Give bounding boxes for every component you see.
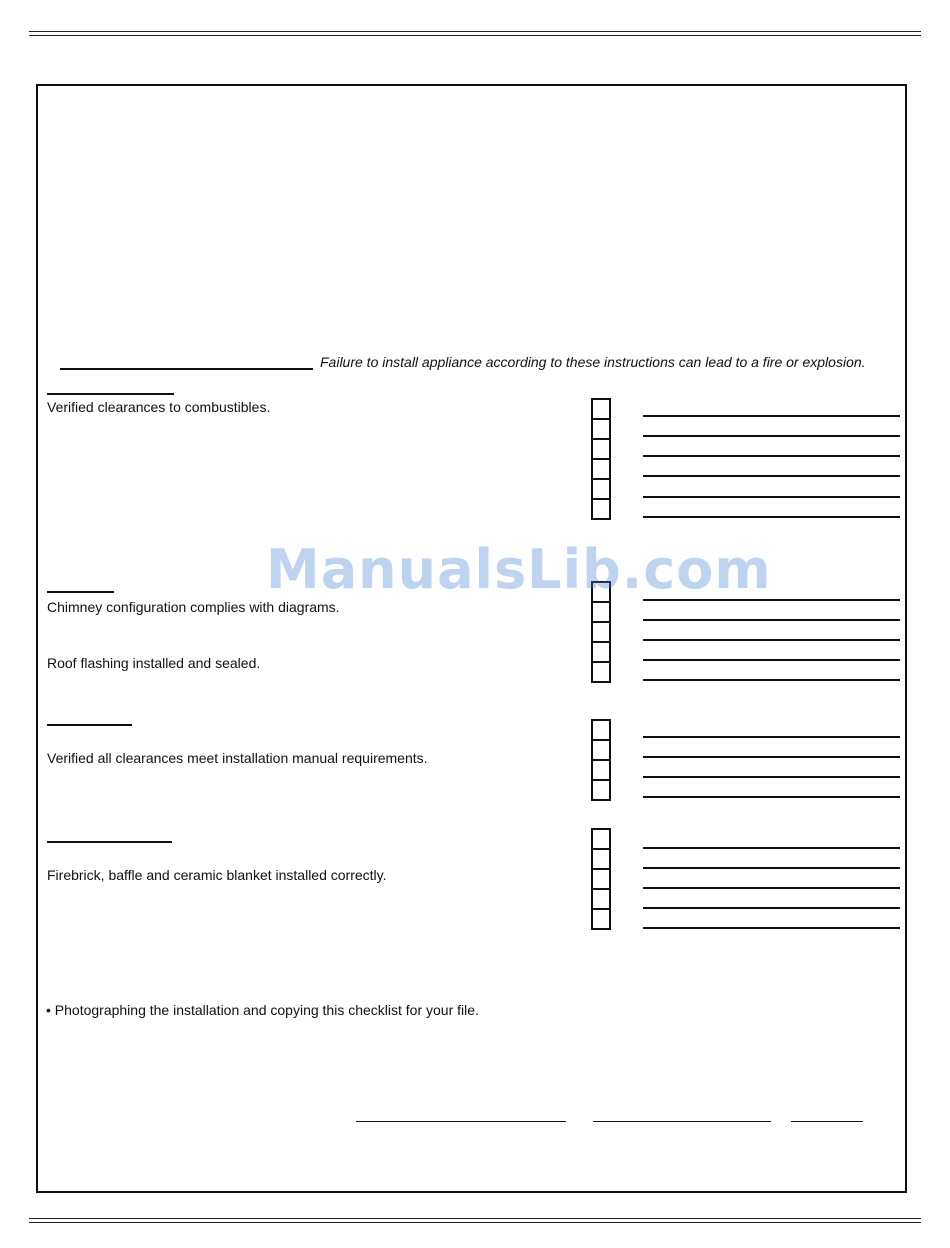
section-2-item-1: Chimney configuration complies with diagrams. — [47, 599, 340, 615]
section-2-line-3[interactable] — [643, 639, 900, 641]
section-2-line-2[interactable] — [643, 619, 900, 621]
section-1-item-1: Verified clearances to combustibles. — [47, 399, 271, 415]
section-2-line-5[interactable] — [643, 679, 900, 681]
section-4-checkbox-3[interactable] — [591, 868, 611, 890]
section-2-checkbox-4[interactable] — [591, 641, 611, 663]
section-1-checkbox-6[interactable] — [591, 498, 611, 520]
section-3-checkbox-1[interactable] — [591, 719, 611, 741]
bottom-rule-1 — [29, 1218, 921, 1219]
section-3-line-3[interactable] — [643, 776, 900, 778]
company-line[interactable] — [593, 1121, 771, 1122]
section-3-checkbox-4[interactable] — [591, 779, 611, 801]
signature-line[interactable] — [356, 1121, 566, 1122]
section-4-line-1[interactable] — [643, 847, 900, 849]
section-1-line-2[interactable] — [643, 435, 900, 437]
section-4-heading-underline — [47, 841, 172, 843]
bottom-rule-2 — [29, 1222, 921, 1223]
top-rule-2 — [29, 35, 921, 36]
section-4-checkbox-1[interactable] — [591, 828, 611, 850]
section-3-line-2[interactable] — [643, 756, 900, 758]
section-4-line-3[interactable] — [643, 887, 900, 889]
section-1-checkbox-5[interactable] — [591, 478, 611, 500]
section-1-line-1[interactable] — [643, 415, 900, 417]
section-2-line-4[interactable] — [643, 659, 900, 661]
section-2-checkbox-3[interactable] — [591, 621, 611, 643]
section-4-checkbox-5[interactable] — [591, 908, 611, 930]
warning-heading-underline — [60, 368, 313, 370]
section-1-line-3[interactable] — [643, 455, 900, 457]
section-2-item-2: Roof flashing installed and sealed. — [47, 655, 261, 671]
section-3-line-1[interactable] — [643, 736, 900, 738]
section-2-checkbox-2[interactable] — [591, 601, 611, 623]
section-1-line-6[interactable] — [643, 516, 900, 518]
section-1-checkbox-3[interactable] — [591, 438, 611, 460]
section-1-line-4[interactable] — [643, 475, 900, 477]
section-1-heading-underline — [47, 393, 174, 395]
section-3-heading-underline — [47, 724, 132, 726]
section-1-line-5[interactable] — [643, 496, 900, 498]
section-4-checkbox-4[interactable] — [591, 888, 611, 910]
top-rule-1 — [29, 31, 921, 32]
section-3-item-1: Verified all clearances meet installation manual requirements. — [47, 750, 428, 766]
section-3-checkbox-2[interactable] — [591, 739, 611, 761]
section-2-heading-underline — [47, 591, 114, 593]
section-4-line-2[interactable] — [643, 867, 900, 869]
section-3-checkbox-3[interactable] — [591, 759, 611, 781]
section-4-item-1: Firebrick, baffle and ceramic blanket installed correctly. — [47, 867, 387, 883]
section-4-line-4[interactable] — [643, 907, 900, 909]
footer-note: • Photographing the installation and copying this checklist for your file. — [46, 1002, 479, 1018]
section-1-checkbox-1[interactable] — [591, 398, 611, 420]
section-1-checkbox-4[interactable] — [591, 458, 611, 480]
section-4-checkbox-2[interactable] — [591, 848, 611, 870]
section-4-line-5[interactable] — [643, 927, 900, 929]
watermark: ManualsLib.com — [266, 538, 772, 601]
section-3-line-4[interactable] — [643, 796, 900, 798]
section-1-checkbox-2[interactable] — [591, 418, 611, 440]
section-2-checkbox-5[interactable] — [591, 661, 611, 683]
date-line[interactable] — [791, 1121, 863, 1122]
warning-text: Failure to install appliance according to these instructions can lead to a fire or explosion. — [320, 354, 866, 370]
